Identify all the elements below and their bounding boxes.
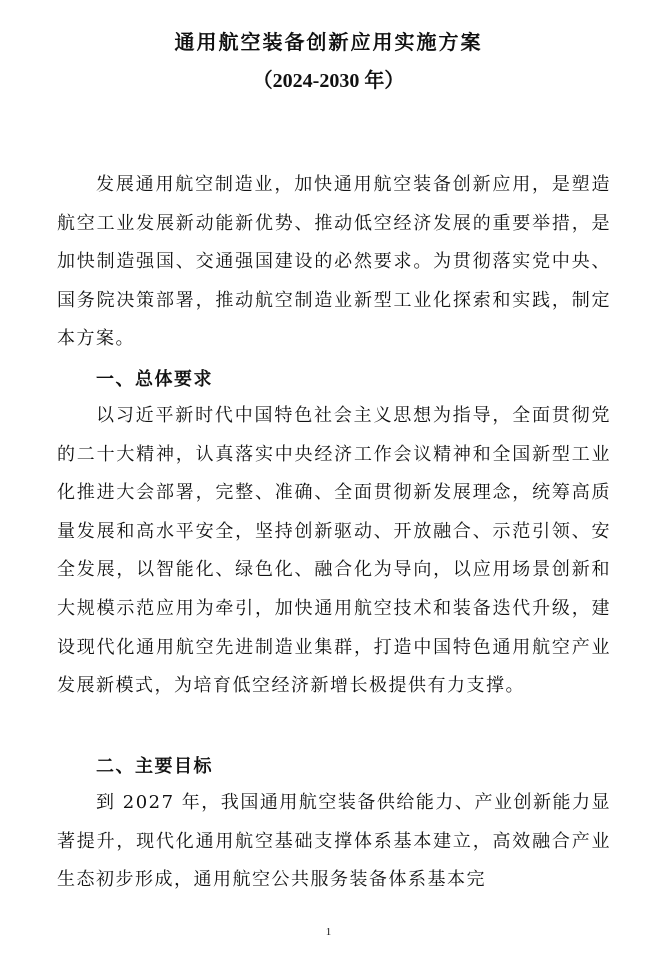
section-heading-general-requirements: 一、总体要求: [96, 369, 213, 390]
intro-paragraph: 发展通用航空制造业，加快通用航空装备创新应用，是塑造航空工业发展新动能新优势、推动低空经济发展的重要举措，是加快制造强国、交通强国建设的必然要求。为贯彻落实党中央、国务院决策部署，推动航空制造业新型工业化探索和实践，制定本方案。: [57, 174, 611, 350]
page-number: 1: [325, 926, 332, 938]
general-requirements-paragraph: 以习近平新时代中国特色社会主义思想为指导，全面贯彻党的二十大精神，认真落实中央经济工作会议精神和全国新型工业化推进大会部署，完整、准确、全面贯彻新发展理念，统筹高质量发展和高水平安全，坚持创新驱动、开放融合、示范引领、安全发展，以智能化、绿色化、融合化为导向，以应用场景创新和大规模示范应用为牵引，加快通用航空技术和装备迭代升级，建设现代化通用航空先进制造业集群，打造中国特色通用航空产业发展新模式，为培育低空经济新增长极提供有力支撑。: [57, 405, 611, 697]
document-subtitle: （2024-2030 年）: [252, 70, 405, 92]
main-goals-paragraph: 到 2027 年，我国通用航空装备供给能力、产业创新能力显著提升，现代化通用航空基础支撑体系基本建立，高效融合产业生态初步形成，通用航空公共服务装备体系基本完: [57, 792, 611, 891]
document-title: 通用航空装备创新应用实施方案: [174, 30, 483, 54]
section-heading-main-goals: 二、主要目标: [96, 756, 213, 777]
